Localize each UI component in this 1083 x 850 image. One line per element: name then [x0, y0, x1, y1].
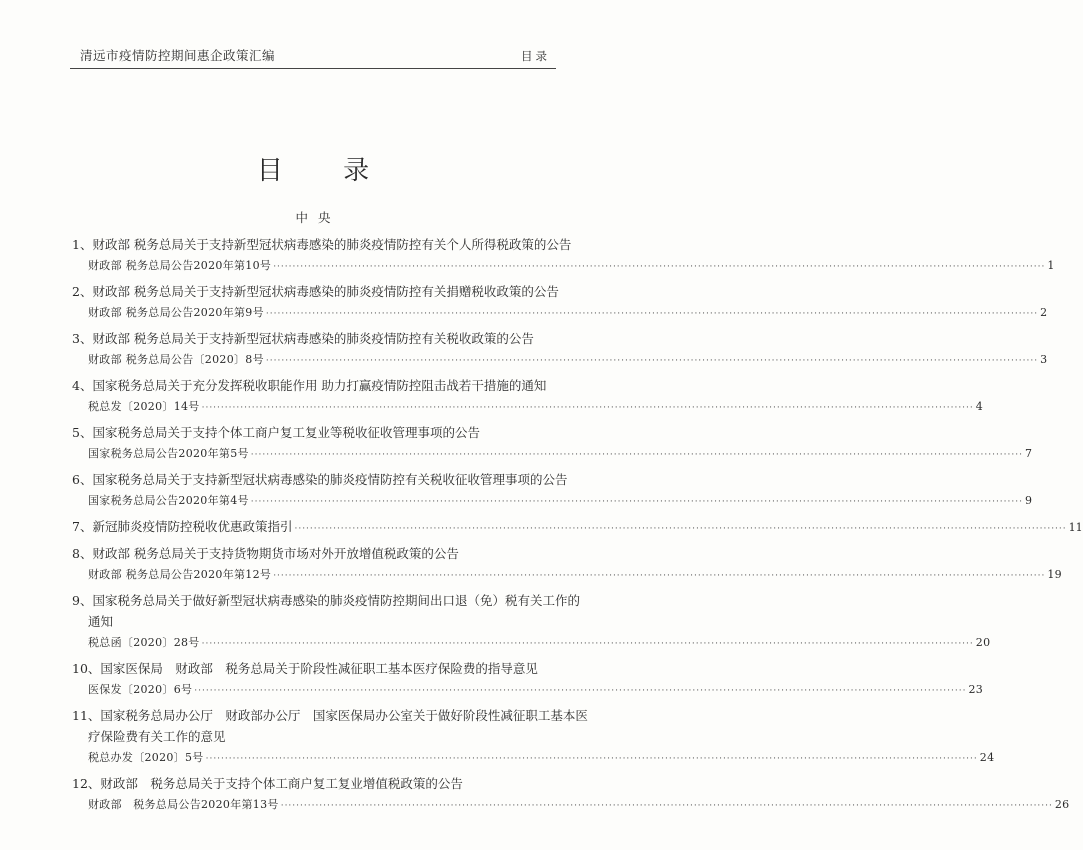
toc-entry-document-number: 税总函〔2020〕28号: [88, 636, 200, 649]
running-header: [70, 42, 556, 69]
dot-leader: ········································································································································································································: [273, 262, 1046, 272]
toc-entry[interactable]: [70, 375, 984, 419]
dot-leader: ········································································································································································································: [265, 309, 1039, 319]
toc-entry-source-line: [70, 679, 984, 702]
toc-entry-document-number: 财政部 税务总局公告2020年第9号: [88, 306, 264, 319]
dot-leader: ········································································································································································································: [265, 356, 1039, 366]
toc-entry-title: 12、财政部 税务总局关于支持个体工商户复工复业增值税政策的公告: [72, 776, 463, 791]
toc-entry[interactable]: [70, 516, 1083, 540]
toc-entry-title-continuation: 通知: [88, 614, 114, 629]
toc-entry[interactable]: [70, 658, 984, 702]
toc-entry-title: 5、国家税务总局关于支持个体工商户复工复业等税收征收管理事项的公告: [72, 425, 480, 440]
toc-entry[interactable]: [70, 469, 1033, 513]
table-of-contents: [70, 234, 1083, 820]
header-section-label: 目录: [521, 49, 550, 63]
header-book-title: 清远市疫情防控期间惠企政策汇编: [80, 48, 276, 63]
toc-entry-title: 6、国家税务总局关于支持新型冠状病毒感染的肺炎疫情防控有关税收征收管理事项的公告: [72, 472, 568, 487]
toc-entry-page-number: 4: [975, 400, 984, 413]
toc-entry[interactable]: [70, 590, 991, 655]
dot-leader: ········································································································································································································: [280, 801, 1053, 811]
toc-entry-page-number: 20: [975, 636, 991, 649]
toc-entry-title: 11、国家税务总局办公厅 财政部办公厅 国家医保局办公室关于做好阶段性减征职工基本医: [72, 708, 588, 723]
toc-entry-title: 4、国家税务总局关于充分发挥税收职能作用 助力打赢疫情防控阻击战若干措施的通知: [72, 378, 547, 393]
toc-entry-source-line: [70, 747, 995, 770]
toc-entry-document-number: 税总发〔2020〕14号: [88, 400, 200, 413]
toc-entry[interactable]: [70, 773, 1070, 817]
dot-leader: ········································································································································································································: [205, 754, 978, 764]
toc-entry[interactable]: [70, 328, 1048, 372]
toc-entry-source-line: [70, 255, 1055, 278]
toc-entry-page-number: 19: [1047, 568, 1062, 581]
toc-entry-title: 8、财政部 税务总局关于支持货物期货市场对外开放增值税政策的公告: [72, 546, 459, 561]
toc-entry[interactable]: [70, 543, 1062, 587]
toc-entry-source-line: [70, 302, 1048, 325]
page-title: 目 录: [256, 156, 396, 186]
toc-entry-source-line: [70, 443, 1033, 466]
toc-entry-source-line: [70, 564, 1062, 587]
toc-entry-title-continuation: 疗保险费有关工作的意见: [88, 729, 226, 744]
dot-leader: ········································································································································································································: [201, 639, 974, 649]
dot-leader: ········································································································································································································: [273, 571, 1046, 581]
toc-entry-title: [70, 516, 1083, 540]
toc-entry-title-text: 7、新冠肺炎疫情防控税收优惠政策指引: [72, 519, 293, 534]
toc-entry-source-line: [70, 632, 991, 655]
toc-entry-document-number: 财政部 税务总局公告2020年第13号: [88, 798, 279, 811]
toc-entry-document-number: 财政部 税务总局公告〔2020〕8号: [88, 353, 264, 366]
toc-entry-page-number: 3: [1040, 353, 1048, 366]
toc-entry-document-number: 国家税务总局公告2020年第5号: [88, 447, 249, 460]
toc-entry-page-number: 1: [1047, 259, 1055, 272]
toc-entry[interactable]: [70, 281, 1048, 325]
toc-entry-page-number: 26: [1054, 798, 1070, 811]
dot-leader: ········································································································································································································: [250, 497, 1023, 507]
toc-entry-title: 10、国家医保局 财政部 税务总局关于阶段性减征职工基本医疗保险费的指导意见: [72, 661, 538, 676]
toc-entry-page-number: 23: [968, 683, 984, 696]
toc-entry-document-number: 国家税务总局公告2020年第4号: [88, 494, 249, 507]
dot-leader: ········································································································································································································: [201, 403, 974, 413]
toc-entry-title: 9、国家税务总局关于做好新型冠状病毒感染的肺炎疫情防控期间出口退（免）税有关工作的: [72, 593, 580, 608]
toc-entry-page-number: 24: [979, 751, 995, 764]
toc-entry-document-number: 财政部 税务总局公告2020年第10号: [88, 259, 272, 272]
dot-leader: ········································································································································································································: [250, 450, 1023, 460]
toc-entry-source-line: [70, 490, 1033, 513]
toc-entry-document-number: 财政部 税务总局公告2020年第12号: [88, 568, 272, 581]
toc-entry-source-line: [70, 349, 1048, 372]
dot-leader: ········································································································································································································: [294, 524, 1067, 534]
toc-entry-title: 3、财政部 税务总局关于支持新型冠状病毒感染的肺炎疫情防控有关税收政策的公告: [72, 331, 534, 346]
toc-entry-page-number: 7: [1024, 447, 1033, 460]
toc-entry-document-number: 税总办发〔2020〕5号: [88, 751, 204, 764]
toc-entry[interactable]: [70, 234, 1055, 278]
toc-entry-page-number: 2: [1040, 306, 1048, 319]
toc-entry-title: 1、财政部 税务总局关于支持新型冠状病毒感染的肺炎疫情防控有关个人所得税政策的公告: [72, 237, 572, 252]
toc-entry-source-line: [70, 396, 984, 419]
toc-entry-source-line: [70, 794, 1070, 817]
toc-entry-title: 2、财政部 税务总局关于支持新型冠状病毒感染的肺炎疫情防控有关捐赠税收政策的公告: [72, 284, 559, 299]
dot-leader: ········································································································································································································: [194, 686, 967, 696]
toc-entry-page-number: 11: [1068, 521, 1083, 534]
section-heading: 中央: [295, 210, 341, 225]
toc-entry[interactable]: [70, 705, 995, 770]
toc-entry-document-number: 医保发〔2020〕6号: [88, 683, 193, 696]
toc-entry[interactable]: [70, 422, 1033, 466]
toc-entry-page-number: 9: [1024, 494, 1033, 507]
